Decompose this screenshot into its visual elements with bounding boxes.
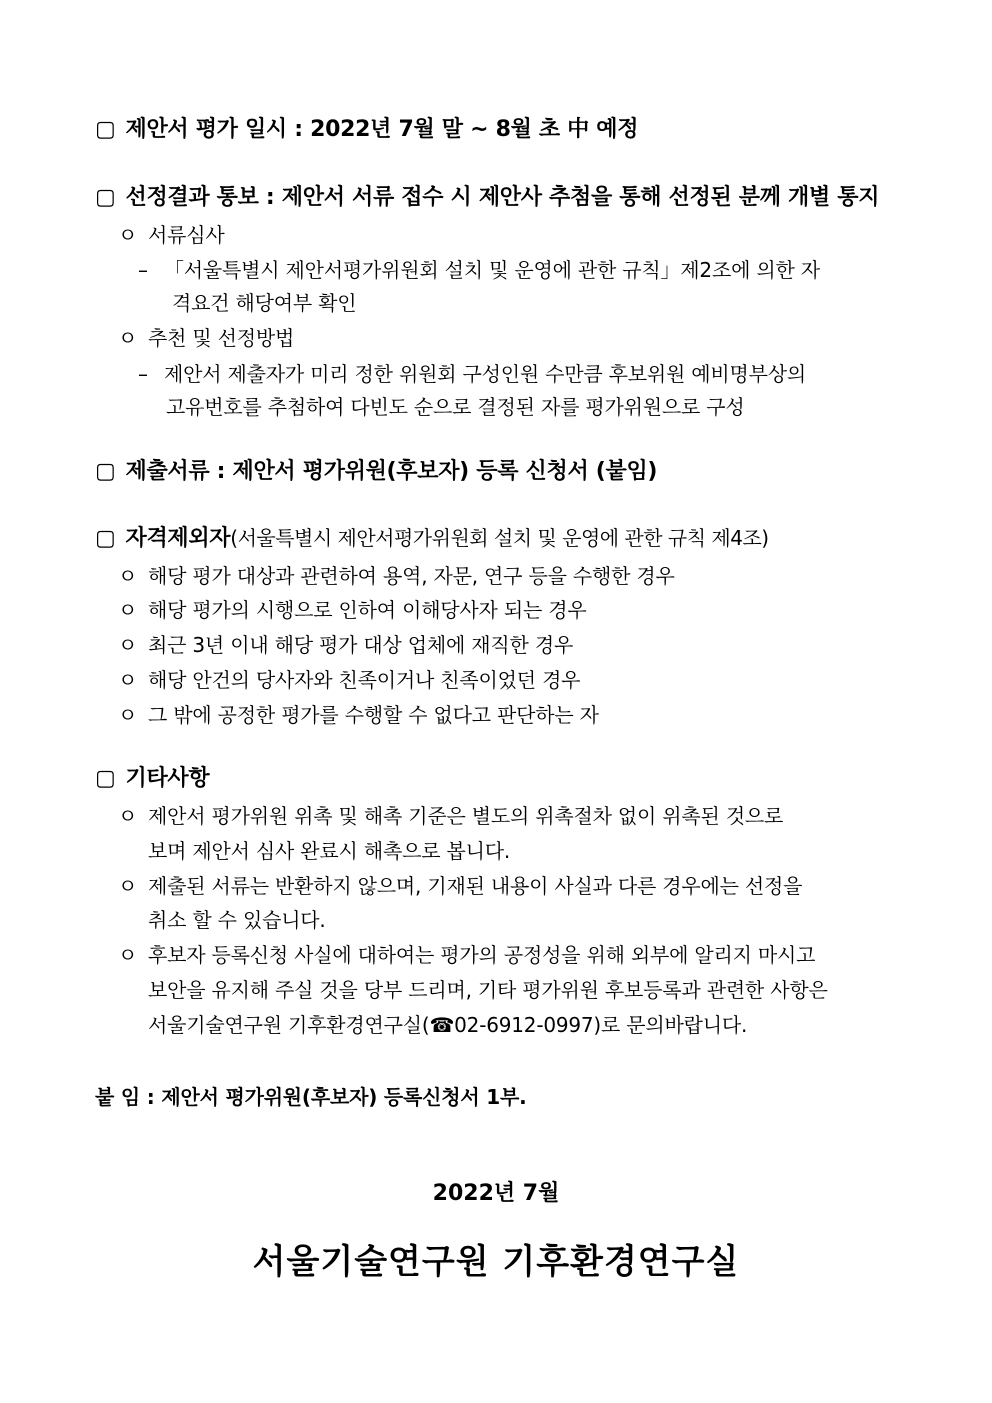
list-item bbox=[118, 566, 675, 586]
list-subitem bbox=[138, 364, 806, 384]
section-title: 기타사항 bbox=[125, 766, 210, 791]
dash-mark: – bbox=[138, 258, 148, 282]
list-item-text: 제출된 서류는 반환하지 않으며, 기재된 내용이 사실과 다른 경우에는 선정을 bbox=[148, 874, 803, 898]
bullet-mark: ㅇ bbox=[118, 326, 138, 350]
bullet-mark: ㅇ bbox=[118, 223, 138, 247]
bullet-mark: ㅇ bbox=[118, 804, 138, 828]
list-item bbox=[118, 876, 802, 896]
list-subitem-continuation: 고유번호를 추첨하여 다빈도 순으로 결정된 자를 평가위원으로 구성 bbox=[166, 395, 745, 419]
list-item bbox=[118, 806, 783, 826]
section-miscellaneous bbox=[95, 768, 209, 790]
checkbox-square-icon: ▢ bbox=[95, 459, 116, 484]
list-item bbox=[118, 945, 815, 965]
list-item-continuation: 서울기술연구원 기후환경연구실(☎02-6912-0997)로 문의바랍니다. bbox=[148, 1013, 748, 1037]
section-text: 선정결과 통보 : 제안서 서류 접수 시 제안사 추첨을 통해 선정된 분께 개별 통지 bbox=[125, 185, 880, 210]
section-result-notice bbox=[95, 187, 879, 209]
bullet-mark: ㅇ bbox=[118, 874, 138, 898]
list-item bbox=[118, 328, 294, 348]
list-item-text: 제안서 평가위원 위촉 및 해촉 기준은 별도의 위촉절차 없이 위촉된 것으로 bbox=[148, 804, 784, 828]
list-item bbox=[118, 600, 586, 620]
list-item-text: 해당 평가 대상과 관련하여 용역, 자문, 연구 등을 수행한 경우 bbox=[148, 564, 675, 588]
section-title: 자격제외자 bbox=[125, 526, 231, 551]
document-date: 2022년 7월 bbox=[432, 1181, 560, 1206]
list-item bbox=[118, 635, 573, 655]
list-subitem-text: 제안서 제출자가 미리 정한 위원회 구성인원 수만큼 후보위원 예비명부상의 bbox=[164, 362, 806, 386]
list-item-text: 서류심사 bbox=[148, 223, 225, 247]
section-text: 제안서 평가 일시 : 2022년 7월 말 ~ 8월 초 中 예정 bbox=[125, 117, 639, 142]
organization-name: 서울기술연구원 기후환경연구실 bbox=[252, 1242, 740, 1282]
checkbox-square-icon: ▢ bbox=[95, 526, 116, 551]
list-item bbox=[118, 705, 599, 725]
list-item-text: 추천 및 선정방법 bbox=[148, 326, 295, 350]
attachment-note: 붙 임 : 제안서 평가위원(후보자) 등록신청서 1부. bbox=[95, 1085, 527, 1109]
list-subitem-continuation: 격요건 해당여부 확인 bbox=[172, 291, 357, 315]
bullet-mark: ㅇ bbox=[118, 703, 138, 727]
list-item-continuation: 보며 제안서 심사 완료시 해촉으로 봅니다. bbox=[148, 839, 510, 863]
list-subitem-text: 「서울특별시 제안서평가위원회 설치 및 운영에 관한 규칙」제2조에 의한 자 bbox=[164, 258, 820, 282]
checkbox-square-icon: ▢ bbox=[95, 185, 116, 210]
list-item-text: 그 밖에 공정한 평가를 수행할 수 없다고 판단하는 자 bbox=[148, 703, 599, 727]
list-item bbox=[118, 670, 580, 690]
list-subitem bbox=[138, 260, 820, 280]
list-item-text: 해당 안건의 당사자와 친족이거나 친족이었던 경우 bbox=[148, 668, 581, 692]
list-item-continuation: 보안을 유지해 주실 것을 당부 드리며, 기타 평가위원 후보등록과 관련한 사항은 bbox=[148, 978, 828, 1002]
bullet-mark: ㅇ bbox=[118, 943, 138, 967]
section-evaluation-date bbox=[95, 119, 638, 141]
list-item-text: 최근 3년 이내 해당 평가 대상 업체에 재직한 경우 bbox=[148, 633, 574, 657]
checkbox-square-icon: ▢ bbox=[95, 117, 116, 142]
bullet-mark: ㅇ bbox=[118, 598, 138, 622]
list-item-text: 후보자 등록신청 사실에 대하여는 평가의 공정성을 위해 외부에 알리지 마시고 bbox=[148, 943, 816, 967]
section-note: (서울특별시 제안서평가위원회 설치 및 운영에 관한 규칙 제4조) bbox=[230, 526, 769, 550]
bullet-mark: ㅇ bbox=[118, 668, 138, 692]
bullet-mark: ㅇ bbox=[118, 564, 138, 588]
checkbox-square-icon: ▢ bbox=[95, 766, 116, 791]
dash-mark: – bbox=[138, 362, 148, 386]
section-text: 제출서류 : 제안서 평가위원(후보자) 등록 신청서 (붙임) bbox=[125, 459, 658, 484]
list-item-text: 해당 평가의 시행으로 인하여 이해당사자 되는 경우 bbox=[148, 598, 587, 622]
section-submission-docs bbox=[95, 461, 657, 483]
section-disqualification bbox=[95, 528, 769, 550]
list-item bbox=[118, 225, 224, 245]
list-item-continuation: 취소 할 수 있습니다. bbox=[148, 908, 326, 932]
bullet-mark: ㅇ bbox=[118, 633, 138, 657]
